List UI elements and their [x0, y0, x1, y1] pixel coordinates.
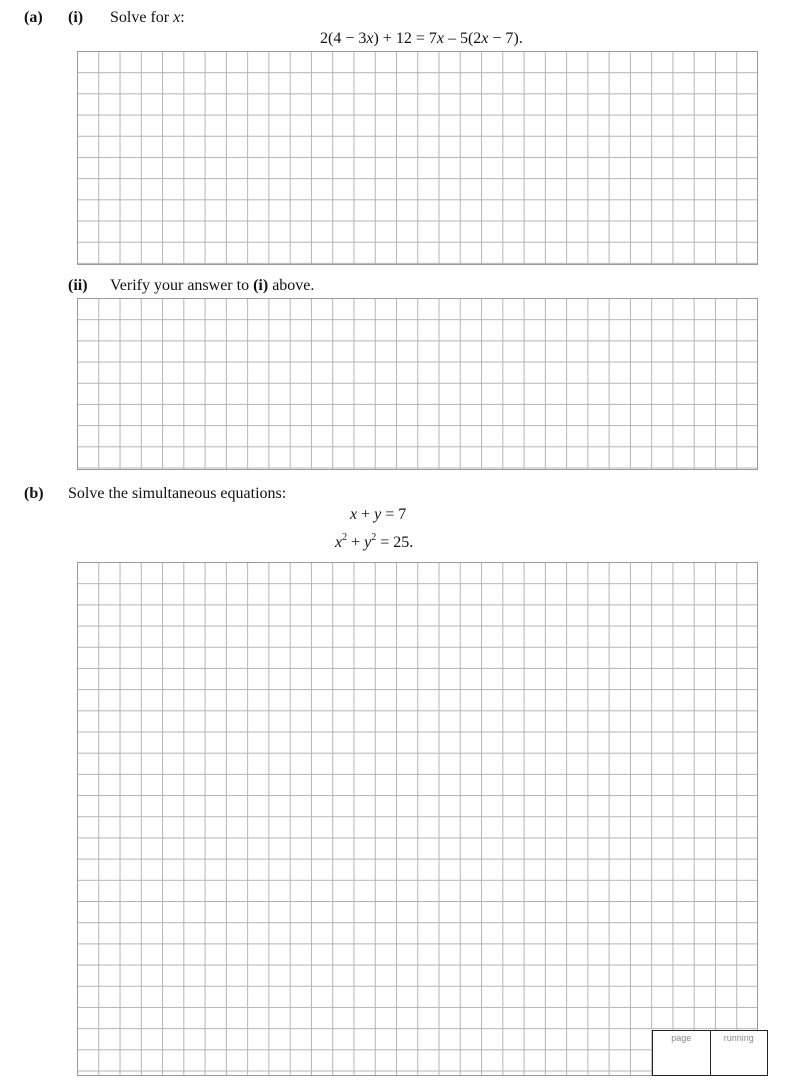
part-a-label: (a)	[24, 9, 43, 26]
part-b-label: (b)	[24, 485, 44, 502]
equation-b-1: x + y = 7	[350, 506, 407, 523]
marks-box	[652, 1030, 768, 1076]
answer-grid-b[interactable]	[77, 562, 758, 1076]
marks-page-label: page	[671, 1033, 692, 1043]
marks-page-cell[interactable]	[653, 1031, 710, 1075]
part-a-i-label: (i)	[68, 9, 84, 26]
part-b-prompt: Solve the simultaneous equations:	[68, 485, 287, 502]
answer-grid-a-i[interactable]	[77, 51, 758, 265]
equation-a-i: 2(4 − 3x) + 12 = 7x – 5(2x − 7).	[320, 30, 523, 47]
equation-b-2: $x^2 + y^2 = 25$.	[335, 531, 414, 551]
part-a-ii-prompt: Verify your answer to (i) above.	[110, 277, 315, 294]
answer-grid-a-ii[interactable]	[77, 298, 758, 470]
marks-running-cell[interactable]	[710, 1031, 768, 1075]
part-a-i-prompt: Solve for x:	[110, 9, 185, 26]
part-a-ii-label: (ii)	[68, 277, 88, 294]
marks-running-label: running	[723, 1033, 754, 1043]
